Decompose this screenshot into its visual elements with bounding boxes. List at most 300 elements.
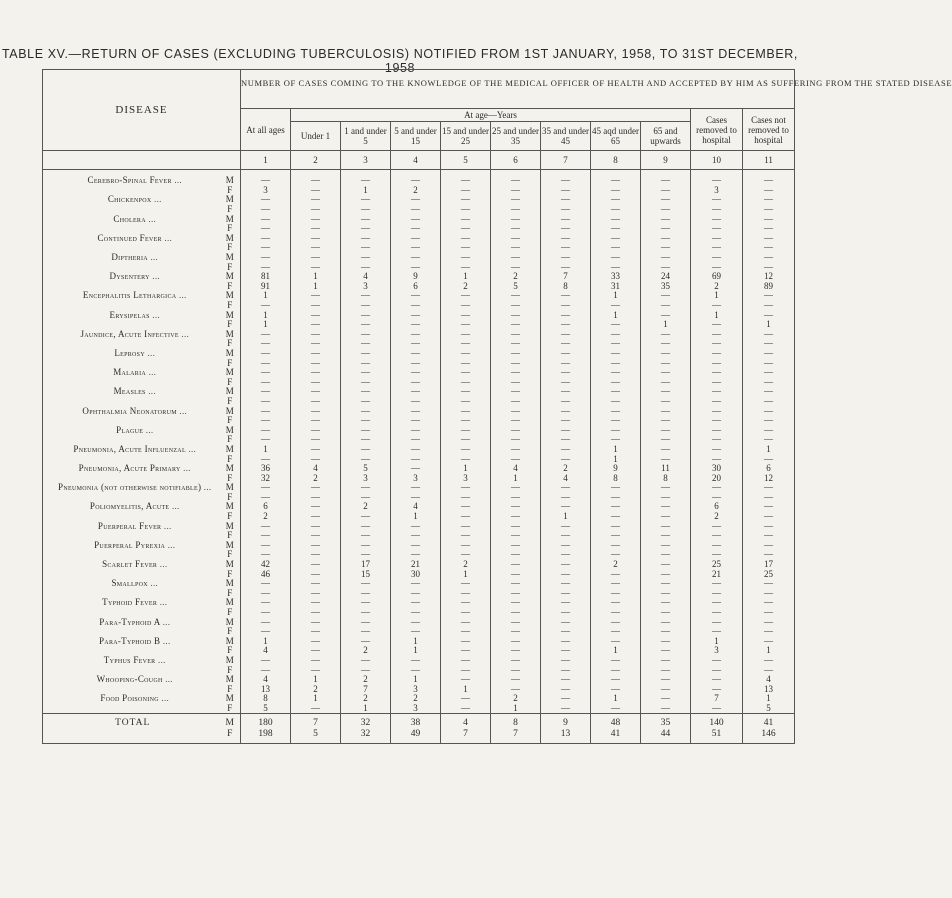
table-cell: — — [291, 243, 341, 253]
table-cell: 1 — [743, 320, 795, 330]
table-cell: — — [541, 224, 591, 234]
sex-label: F — [223, 416, 241, 426]
table-cell: 2 — [341, 646, 391, 656]
table-cell: — — [591, 377, 641, 387]
table-cell: 2 — [441, 282, 491, 292]
table-cell: — — [691, 598, 743, 608]
total-row — [43, 714, 795, 730]
table-row — [43, 176, 795, 186]
table-cell: 20 — [691, 473, 743, 483]
leader-dots: ... — [171, 175, 182, 186]
table-cell: — — [441, 425, 491, 435]
total-cell: 8 — [491, 714, 541, 730]
disease-label: Pneumonia, Acute Primary — [78, 463, 181, 474]
sex-label: F — [223, 729, 241, 744]
table-cell: 4 — [291, 464, 341, 474]
table-cell: — — [291, 483, 341, 493]
table-cell: — — [691, 253, 743, 263]
table-row — [43, 656, 795, 666]
disease-name — [43, 234, 223, 244]
table-cell: — — [441, 445, 491, 455]
table-cell: — — [241, 598, 291, 608]
table-cell: 6 — [691, 502, 743, 512]
table-cell: — — [391, 195, 441, 205]
table-cell: — — [641, 406, 691, 416]
table-cell: — — [391, 521, 441, 531]
table-cell: — — [441, 512, 491, 522]
table-cell: — — [691, 684, 743, 694]
table-cell: 17 — [341, 560, 391, 570]
table-cell: — — [291, 387, 341, 397]
table-cell: 2 — [391, 186, 441, 196]
table-cell: — — [743, 368, 795, 378]
table-cell: — — [491, 569, 541, 579]
table-cell: — — [441, 243, 491, 253]
table-cell: — — [591, 483, 641, 493]
table-cell: 4 — [241, 675, 291, 685]
sex-label: F — [223, 339, 241, 349]
table-row — [43, 502, 795, 512]
disease-name — [43, 464, 223, 474]
disease-name — [43, 310, 223, 320]
table-cell: — — [541, 550, 591, 560]
table-cell: — — [691, 416, 743, 426]
table-cell: 1 — [291, 675, 341, 685]
table-cell: 21 — [691, 569, 743, 579]
age-header — [541, 122, 591, 151]
table-cell: — — [743, 531, 795, 541]
total-cell: 7 — [441, 729, 491, 744]
total-cell: 7 — [291, 714, 341, 730]
table-cell: — — [743, 598, 795, 608]
table-cell: — — [641, 675, 691, 685]
table-cell: — — [341, 234, 391, 244]
table-cell: — — [641, 349, 691, 359]
disease-name — [43, 694, 223, 704]
age-header-label: 5 and under 15 — [394, 126, 437, 146]
table-cell: — — [541, 368, 591, 378]
table-cell: — — [491, 416, 541, 426]
table-cell: — — [291, 665, 341, 675]
table-cell: — — [641, 637, 691, 647]
total-cell: 32 — [341, 714, 391, 730]
table-row — [43, 694, 795, 704]
table-cell: — — [743, 176, 795, 186]
table-cell: — — [441, 205, 491, 215]
disease-name — [43, 598, 223, 608]
table-cell: — — [743, 195, 795, 205]
table-cell: — — [391, 617, 441, 627]
table-cell: — — [391, 541, 441, 551]
table-cell: — — [591, 205, 641, 215]
table-cell: — — [541, 445, 591, 455]
disease-label: Chickenpox — [107, 194, 152, 205]
table-cell: 1 — [391, 512, 441, 522]
all-ages-header: At all ages — [241, 109, 291, 151]
table-row — [43, 272, 795, 282]
table-cell: — — [391, 349, 441, 359]
total-cell: 4 — [441, 714, 491, 730]
table-cell: — — [291, 646, 341, 656]
table-cell: — — [491, 320, 541, 330]
table-cell: — — [391, 598, 441, 608]
table-cell: 24 — [641, 272, 691, 282]
table-cell: 6 — [391, 282, 441, 292]
table-cell: 1 — [241, 320, 291, 330]
table-cell: — — [341, 550, 391, 560]
table-cell: — — [691, 339, 743, 349]
table-cell: — — [241, 224, 291, 234]
table-cell: — — [691, 704, 743, 714]
table-cell: — — [541, 637, 591, 647]
table-cell: 5 — [491, 282, 541, 292]
table-cell: — — [541, 704, 591, 714]
table-cell: — — [591, 608, 641, 618]
table-cell: — — [391, 339, 441, 349]
table-cell: — — [743, 214, 795, 224]
table-cell: — — [691, 493, 743, 503]
table-cell: — — [241, 406, 291, 416]
disease-name — [43, 272, 223, 282]
total-cell: 49 — [391, 729, 441, 744]
age-header-label: 65 and upwards — [650, 126, 681, 146]
table-cell: — — [591, 406, 641, 416]
total-cell: 41 — [591, 729, 641, 744]
sex-label: F — [223, 589, 241, 599]
table-cell: — — [591, 684, 641, 694]
table-cell: 1 — [391, 646, 441, 656]
table-cell: — — [341, 253, 391, 263]
table-cell: 7 — [341, 684, 391, 694]
table-cell: 1 — [591, 646, 641, 656]
table-cell: 1 — [441, 464, 491, 474]
table-cell: — — [341, 330, 391, 340]
table-cell: — — [391, 176, 441, 186]
table-cell: — — [391, 310, 441, 320]
sex-label: M — [223, 349, 241, 359]
total-label: TOTAL — [43, 714, 223, 730]
table-cell: — — [391, 425, 441, 435]
table-cell: — — [591, 627, 641, 637]
table-cell: — — [241, 416, 291, 426]
table-cell: — — [641, 234, 691, 244]
table-cell: 13 — [241, 684, 291, 694]
table-cell: — — [541, 483, 591, 493]
table-cell: 31 — [591, 282, 641, 292]
table-cell: — — [441, 339, 491, 349]
table-cell: — — [441, 454, 491, 464]
table-cell: 3 — [691, 646, 743, 656]
table-cell: — — [241, 195, 291, 205]
table-cell: — — [341, 243, 391, 253]
table-cell: — — [691, 665, 743, 675]
table-cell: — — [391, 579, 441, 589]
table-cell: — — [691, 454, 743, 464]
table-cell: — — [241, 589, 291, 599]
table-cell: — — [541, 454, 591, 464]
table-cell: — — [291, 397, 341, 407]
table-cell: 1 — [441, 569, 491, 579]
sex-label: M — [223, 176, 241, 186]
table-cell: — — [341, 608, 391, 618]
table-cell: — — [341, 205, 391, 215]
table-cell: — — [691, 579, 743, 589]
table-cell: — — [291, 358, 341, 368]
leader-dots: ... — [157, 597, 168, 608]
table-cell: — — [291, 301, 341, 311]
table-cell: — — [743, 339, 795, 349]
table-cell: — — [641, 541, 691, 551]
table-cell: — — [441, 301, 491, 311]
table-title: TABLE XV.—RETURN OF CASES (EXCLUDING TUBERCULOSIS) NOTIFIED FROM 1ST JANUARY, 1958, TO 31ST DECEMBER, 1958 — [2, 47, 798, 75]
table-cell: — — [341, 368, 391, 378]
table-cell: — — [491, 684, 541, 694]
table-cell: — — [591, 617, 641, 627]
table-cell: — — [491, 502, 541, 512]
table-cell: — — [541, 377, 591, 387]
table-cell: 2 — [341, 502, 391, 512]
age-header-label: Under 1 — [300, 131, 331, 141]
table-cell: — — [391, 445, 441, 455]
table-cell: — — [743, 521, 795, 531]
table-cell: — — [241, 627, 291, 637]
age-header — [341, 122, 391, 151]
table-cell: — — [691, 627, 743, 637]
table-cell: — — [491, 560, 541, 570]
table-cell: — — [541, 406, 591, 416]
table-cell: — — [641, 310, 691, 320]
table-cell: — — [241, 550, 291, 560]
table-cell: 91 — [241, 282, 291, 292]
table-cell: 1 — [591, 454, 641, 464]
sex-label: M — [223, 521, 241, 531]
disease-label: Diptheria — [111, 252, 148, 263]
sex-label: M — [223, 330, 241, 340]
table-cell: — — [241, 339, 291, 349]
table-cell: — — [291, 186, 341, 196]
table-cell: — — [743, 291, 795, 301]
total-cell: 44 — [641, 729, 691, 744]
table-cell: — — [691, 224, 743, 234]
table-cell: 4 — [491, 464, 541, 474]
table-cell: 4 — [341, 272, 391, 282]
table-cell: — — [691, 301, 743, 311]
disease-name — [43, 445, 223, 455]
column-number: 7 — [541, 151, 591, 170]
table-cell: — — [743, 656, 795, 666]
table-cell: — — [391, 483, 441, 493]
table-cell: — — [691, 205, 743, 215]
table-cell: — — [743, 186, 795, 196]
table-cell: — — [391, 301, 441, 311]
table-cell: — — [743, 454, 795, 464]
table-cell: — — [441, 176, 491, 186]
table-cell: — — [743, 253, 795, 263]
table-cell: — — [591, 435, 641, 445]
table-cell: — — [441, 483, 491, 493]
table-cell: — — [341, 493, 391, 503]
table-cell: — — [541, 675, 591, 685]
column-number: 8 — [591, 151, 641, 170]
leader-dots: ... — [185, 443, 197, 454]
table-cell: — — [743, 512, 795, 522]
table-cell: — — [541, 665, 591, 675]
table-cell: 1 — [441, 272, 491, 282]
sex-label: M — [223, 464, 241, 474]
table-cell: — — [491, 368, 541, 378]
leader-dots: ... — [145, 213, 157, 224]
table-cell: — — [641, 579, 691, 589]
table-cell: — — [641, 435, 691, 445]
column-number: 11 — [743, 151, 795, 170]
sex-label: M — [223, 675, 241, 685]
leader-dots: ... — [176, 290, 187, 301]
sex-label: F — [223, 646, 241, 656]
table-cell: — — [391, 665, 441, 675]
table-cell: — — [391, 205, 441, 215]
table-cell: — — [591, 262, 641, 272]
leader-dots: ... — [160, 616, 171, 627]
table-cell: — — [591, 253, 641, 263]
leader-dots: ... — [162, 674, 173, 685]
table-cell: — — [641, 502, 691, 512]
table-cell: — — [391, 608, 441, 618]
table-cell: — — [341, 224, 391, 234]
table-cell: — — [291, 205, 341, 215]
table-cell: — — [591, 195, 641, 205]
table-cell: — — [541, 330, 591, 340]
table-cell: — — [641, 521, 691, 531]
disease-label: Continued Fever — [97, 232, 162, 243]
table-row — [43, 560, 795, 570]
table-cell: — — [743, 550, 795, 560]
disease-name — [43, 214, 223, 224]
table-cell: 8 — [591, 473, 641, 483]
sex-label: M — [223, 617, 241, 627]
table-cell: — — [341, 435, 391, 445]
table-cell: — — [341, 406, 391, 416]
sex-label: F — [223, 358, 241, 368]
table-cell: — — [541, 176, 591, 186]
table-cell: — — [441, 589, 491, 599]
table-cell: — — [291, 253, 341, 263]
table-cell: — — [241, 617, 291, 627]
table-cell: — — [341, 358, 391, 368]
table-cell: — — [641, 550, 691, 560]
table-cell: — — [641, 358, 691, 368]
age-header — [641, 122, 691, 151]
table-cell: — — [491, 425, 541, 435]
sex-label: M — [223, 214, 241, 224]
leader-dots: ... — [176, 405, 188, 416]
table-cell: — — [241, 483, 291, 493]
table-cell: — — [541, 234, 591, 244]
total-cell: 140 — [691, 714, 743, 730]
table-cell: — — [291, 569, 341, 579]
disease-label: Plague — [116, 424, 144, 435]
disease-label: Malaria — [113, 367, 147, 378]
table-cell: — — [641, 684, 691, 694]
table-cell: — — [541, 214, 591, 224]
table-cell: — — [391, 531, 441, 541]
table-cell: — — [591, 387, 641, 397]
table-cell: — — [291, 214, 341, 224]
table-cell: 3 — [391, 704, 441, 714]
table-cell: — — [591, 550, 641, 560]
disease-label: Para-Typhoid B — [99, 635, 161, 646]
disease-name — [43, 637, 223, 647]
table-cell: — — [641, 368, 691, 378]
leader-dots: ... — [149, 271, 160, 282]
table-cell: — — [743, 435, 795, 445]
table-cell: — — [441, 349, 491, 359]
table-cell: — — [241, 493, 291, 503]
table-cell: — — [541, 569, 591, 579]
table-cell: — — [241, 205, 291, 215]
table-cell: — — [391, 406, 441, 416]
sex-label: M — [223, 714, 241, 730]
sex-label: F — [223, 627, 241, 637]
table-cell: — — [541, 301, 591, 311]
sex-label: F — [223, 224, 241, 234]
table-row — [43, 637, 795, 647]
table-cell: — — [491, 406, 541, 416]
table-cell: 2 — [341, 675, 391, 685]
table-cell: 1 — [491, 704, 541, 714]
table-cell: — — [441, 262, 491, 272]
table-cell: — — [691, 675, 743, 685]
sex-label: F — [223, 320, 241, 330]
table-cell: — — [641, 397, 691, 407]
table-cell: — — [541, 339, 591, 349]
table-cell: — — [391, 224, 441, 234]
table-cell: — — [291, 598, 341, 608]
table-cell: — — [541, 560, 591, 570]
table-cell: — — [591, 368, 641, 378]
table-cell: 1 — [441, 684, 491, 694]
disease-name — [43, 656, 223, 666]
table-cell: — — [341, 454, 391, 464]
table-cell: — — [743, 637, 795, 647]
table-cell: — — [641, 531, 691, 541]
table-cell: 12 — [743, 473, 795, 483]
table-cell: — — [743, 224, 795, 234]
table-cell: — — [341, 320, 391, 330]
leader-dots: ... — [155, 654, 166, 665]
sex-label: M — [223, 368, 241, 378]
table-cell: — — [441, 377, 491, 387]
table-cell: — — [743, 541, 795, 551]
table-cell: — — [591, 243, 641, 253]
table-cell: — — [691, 435, 743, 445]
table-cell: 8 — [541, 282, 591, 292]
table-cell: — — [291, 406, 341, 416]
table-cell: — — [491, 195, 541, 205]
table-cell: 1 — [391, 637, 441, 647]
table-cell: 1 — [691, 637, 743, 647]
table-cell: — — [491, 176, 541, 186]
table-cell: — — [691, 176, 743, 186]
table-cell: — — [491, 637, 541, 647]
table-cell: — — [743, 502, 795, 512]
table-cell: — — [341, 195, 391, 205]
table-cell: — — [341, 377, 391, 387]
table-cell: — — [743, 483, 795, 493]
sex-label: F — [223, 512, 241, 522]
table-cell: — — [691, 541, 743, 551]
table-row — [43, 416, 795, 426]
disease-name — [43, 406, 223, 416]
